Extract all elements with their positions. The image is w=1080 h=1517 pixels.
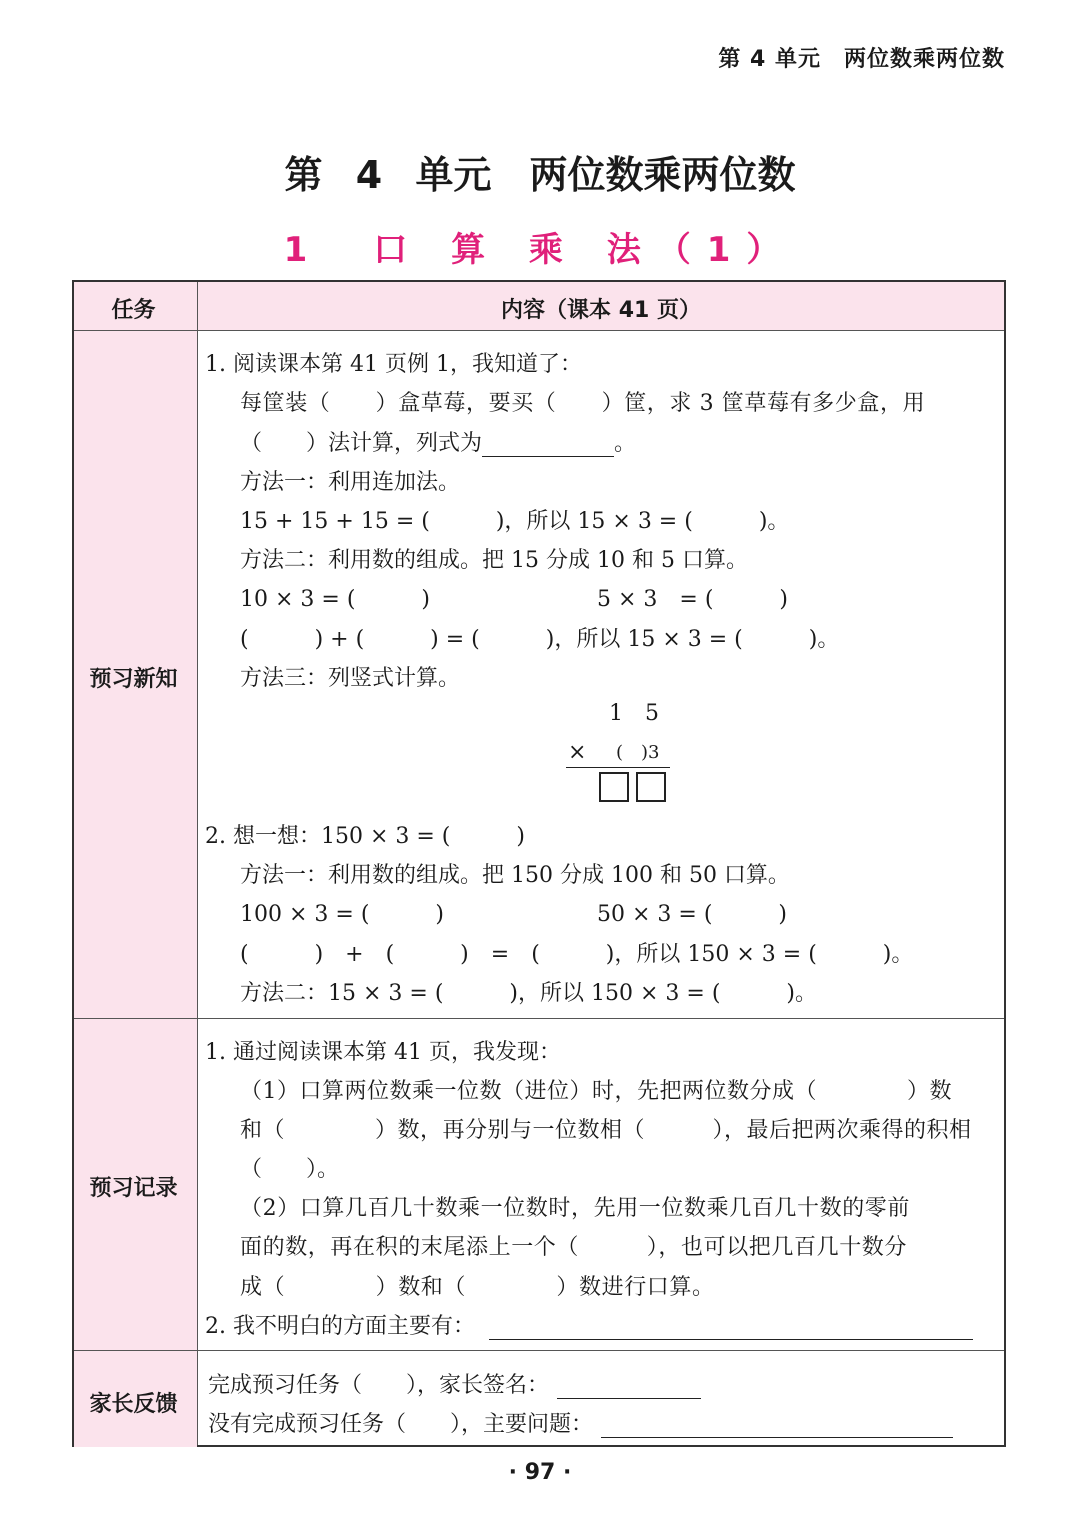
record-line: （2）口算几百几十数乘一位数时，先用一位数乘几百几十数的零前 [240,1196,910,1221]
vertical-times-sign: × [568,740,587,765]
record-line: 成（ ）数和（ ）数进行口算。 [240,1275,715,1300]
record-question-2: 2. 我不明白的方面主要有： [205,1309,973,1340]
content-column-header: 内容（课本 41 页） [501,298,701,323]
page-number: · 97 · [508,1460,572,1485]
unit-title: 第 4 单元 两位数乘两位数 [284,153,796,197]
answer-blank[interactable] [489,1317,973,1340]
vertical-rule [566,767,670,768]
record-line: （1）口算两位数乘一位数（进位）时，先把两位数分成（ ）数 [240,1079,952,1104]
running-header: 第 4 单元 两位数乘两位数 [718,47,1005,72]
method-two-equation-a: 10 × 3 = ( ) [240,587,430,612]
question-1-line: 每筐装（ ）盒草莓，要买（ ）筐，求 3 筐草莓有多少盒，用 [240,391,926,416]
q2-method-two: 方法二：15 × 3 = ( )，所以 150 × 3 = ( )。 [240,981,817,1006]
column-divider [197,282,198,1445]
vertical-second-number: ( )3 [616,742,660,763]
record-line: 面的数，再在积的末尾添上一个（ ），也可以把几百几十数分 [240,1235,908,1260]
method-two-sum: ( ) + ( ) = ( )，所以 15 × 3 = ( )。 [240,627,840,652]
method-one: 方法一：利用连加法。 [240,470,461,495]
lesson-title: 1 口 算 乘 法（1） [283,230,797,270]
preview-record-label: 预习记录 [89,1176,178,1201]
row-divider [74,1018,1004,1019]
question-1-line: （ ）法计算，列式为 。 [240,431,637,456]
answer-box[interactable] [599,772,629,802]
preview-new-knowledge-label: 预习新知 [89,667,178,692]
row-divider [74,1350,1004,1351]
answer-box[interactable] [636,772,666,802]
method-two: 方法二：利用数的组成。把 15 分成 10 和 5 口算。 [240,548,748,573]
q2-sum: ( ) + ( ) = ( )，所以 150 × 3 = ( )。 [240,942,914,967]
answer-blank[interactable] [482,434,614,457]
method-two-equation-b: 5 × 3 = ( ) [597,587,789,612]
q2-equation-b: 50 × 3 = ( ) [597,902,787,927]
method-three: 方法三：列竖式计算。 [240,666,461,691]
parent-completed-line: 完成预习任务（ ），家长签名： [208,1368,701,1399]
question-1-heading: 1. 阅读课本第 41 页例 1，我知道了： [205,352,582,377]
record-heading: 1. 通过阅读课本第 41 页，我发现： [205,1040,561,1065]
task-column [74,330,197,1447]
task-column-header: 任务 [111,298,156,323]
record-line: （ ）。 [240,1157,340,1182]
vertical-top-number: 1 5 [609,701,659,726]
q2-method-one: 方法一：利用数的组成。把 150 分成 100 和 50 口算。 [240,863,790,888]
method-one-equation: 15 + 15 + 15 = ( )，所以 15 × 3 = ( )。 [240,509,790,534]
parent-incomplete-line: 没有完成预习任务（ ），主要问题： [208,1407,953,1438]
answer-blank[interactable] [601,1415,953,1438]
record-line: 和（ ）数，再分别与一位数相（ ），最后把两次乘得的积相 [240,1118,972,1143]
q2-equation-a: 100 × 3 = ( ) [240,902,444,927]
parent-feedback-label: 家长反馈 [89,1392,178,1417]
question-2-heading: 2. 想一想：150 × 3 = ( ) [205,824,525,849]
row-divider [74,330,1004,331]
signature-blank[interactable] [557,1376,701,1399]
